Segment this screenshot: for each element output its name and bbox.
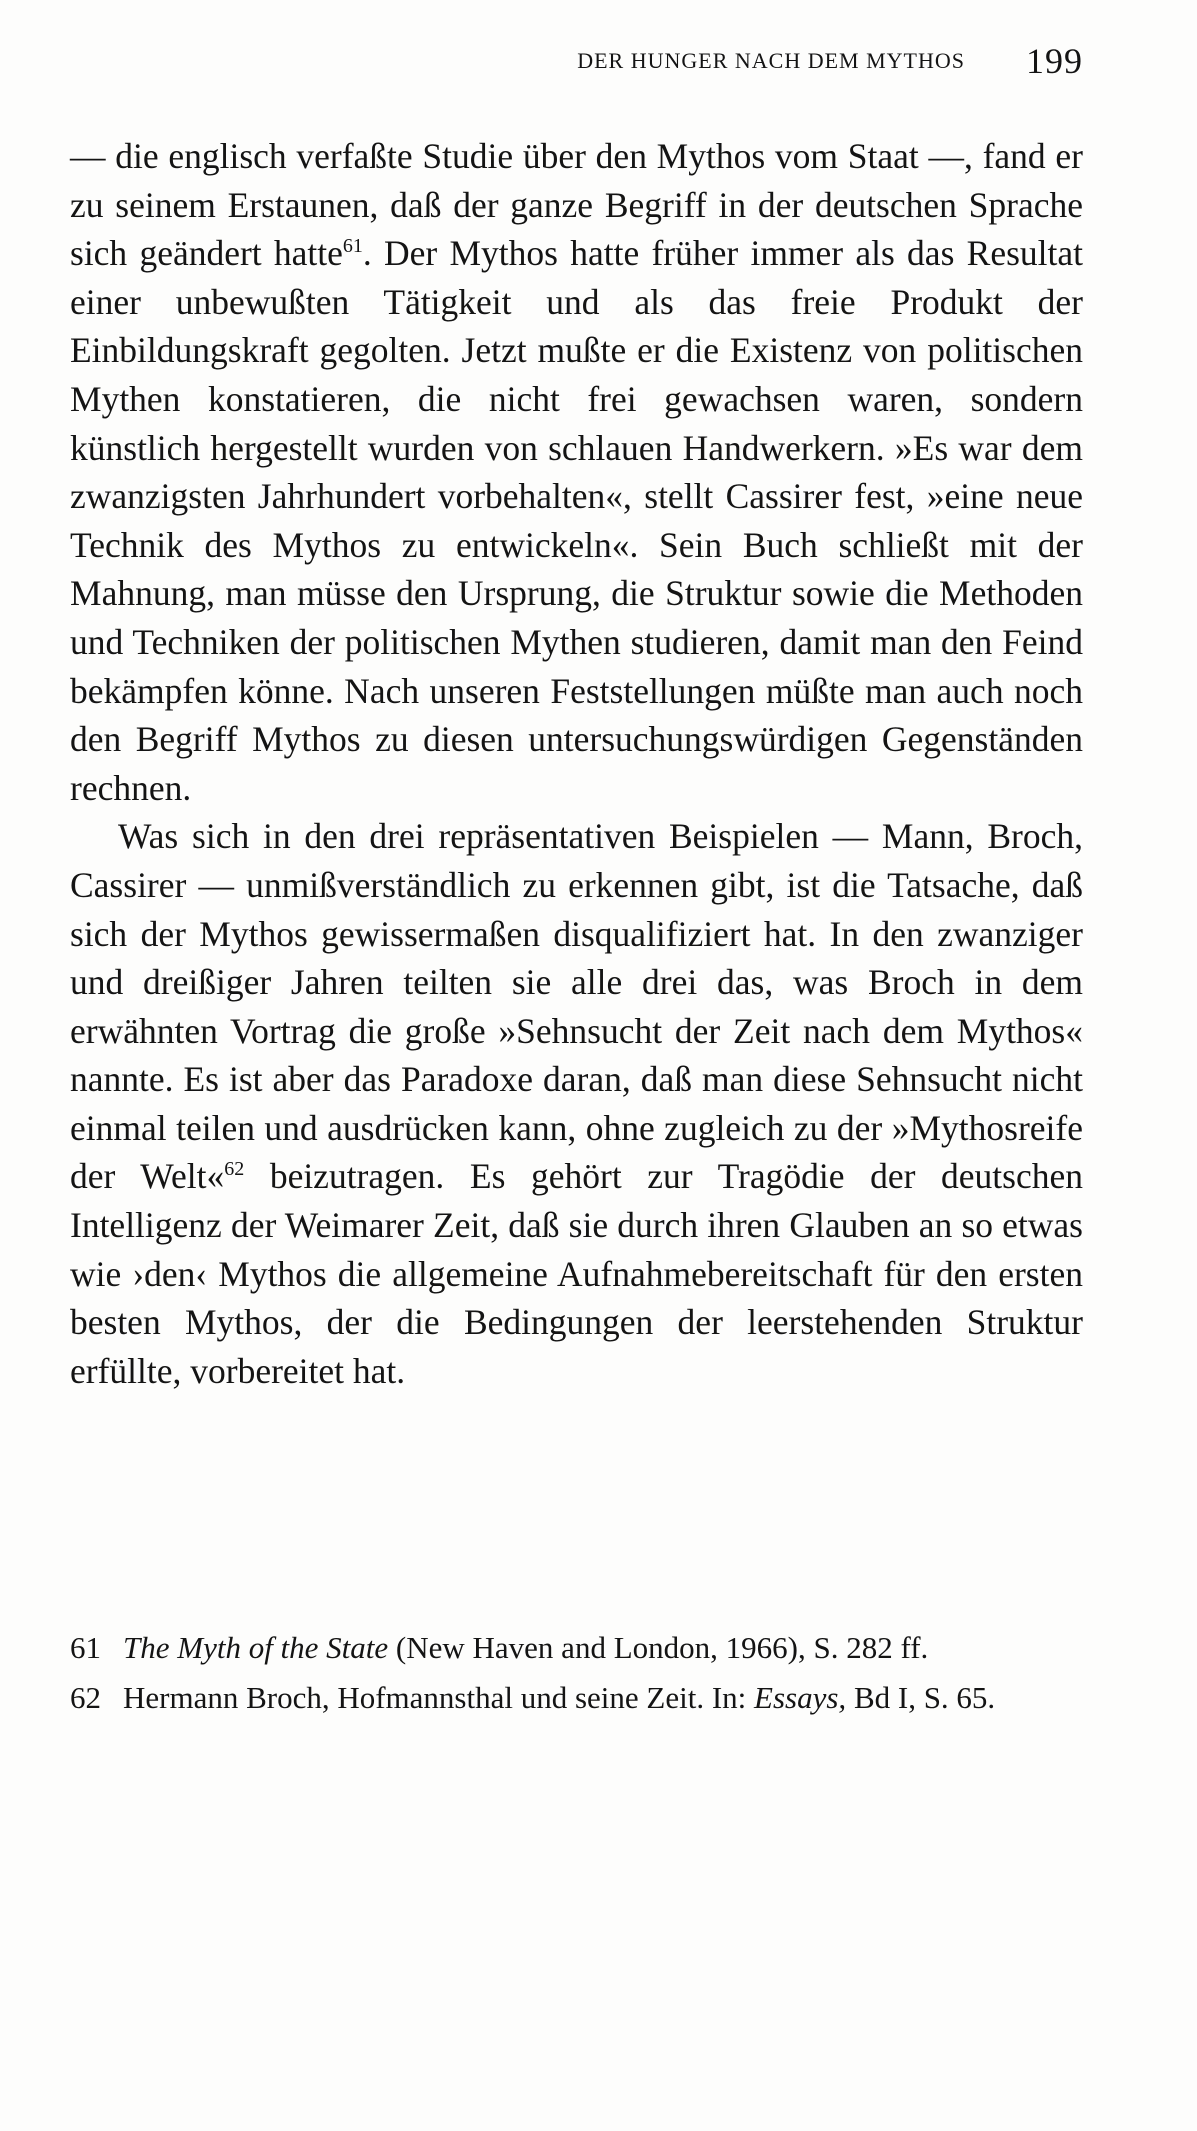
footnote-61 — [70, 1628, 1083, 1668]
paragraph-2 — [70, 812, 1083, 1395]
page-number: 199 — [1026, 41, 1083, 81]
paragraph-1-text-b: . Der Mythos hatte früher immer als das Resultat einer unbewußten Tätigkeit und als das freie Produkt der Einbildungskraft gegolten. Jetzt mußte er die Existenz von politischen Mythen konstatieren, die nicht frei gewachsen waren, sondern künstlich hergestellt wurden von schlauen Handwerkern. »Es war dem zwanzigsten Jahrhundert vorbehalten«, stellt Cassirer fest, »eine neue Technik des Mythos zu entwickeln«. Sein Buch schließt mit der Mahnung, man müsse den Ursprung, die Struktur sowie die Methoden und Techniken der politischen Mythen studieren, damit man den Feind bekämpfen könne. Nach unseren Feststellungen müßte man auch noch den Begriff Mythos zu diesen untersuchungswürdigen Gegenständen rechnen. — [70, 233, 1083, 808]
footnote-number: 61 — [70, 1630, 101, 1665]
footnote-number: 62 — [70, 1680, 101, 1715]
footnote-ref-62: 62 — [224, 1158, 245, 1181]
footnote-title: Essays, — [754, 1680, 847, 1715]
footnote-text-before: Hermann Broch, Hofmannsthal und seine Zeit. In: — [123, 1680, 755, 1715]
footnote-62 — [70, 1678, 1083, 1718]
paragraph-2-text-a: Was sich in den drei repräsentativen Beispielen — Mann, Broch, Cassirer — unmißverständlich zu erkennen gibt, ist die Tatsache, daß sich der Mythos gewissermaßen disqualifiziert hat. In den zwanziger und dreißiger Jahren teilten sie alle drei das, was Broch in dem erwähnten Vortrag die große »Sehnsucht der Zeit nach dem Mythos« nannte. Es ist aber das Paradoxe daran, daß man diese Sehnsucht nicht einmal teilen und ausdrücken kann, ohne zugleich zu der »Mythosreife der Welt« — [70, 816, 1083, 1197]
running-head: DER HUNGER NACH DEM MYTHOS — [577, 48, 965, 73]
footnote-ref-61: 61 — [342, 235, 363, 258]
paragraph-1-text-a: — die englisch verfaßte Studie über den Mythos vom Staat —, fand er zu seinem Erstaunen, daß der ganze Begriff in der deutschen Sprache sich geändert hatte — [70, 136, 1083, 274]
page-header — [70, 40, 1083, 90]
paragraph-1 — [70, 132, 1083, 812]
footnotes — [70, 1628, 1083, 1718]
footnote-title: The Myth of the State — [123, 1630, 389, 1665]
paragraph-2-text-b: beizutragen. Es gehört zur Tragödie der deutschen Intelligenz der Weimarer Zeit, daß sie durch ihren Glauben an so etwas wie ›den‹ Mythos die allgemeine Aufnahmebereitschaft für den ersten besten Mythos, der die Bedingungen der leerstehenden Struktur erfüllte, vorbereitet hat. — [70, 1156, 1083, 1391]
footnote-text: (New Haven and London, 1966), S. 282 ff. — [388, 1630, 929, 1665]
footnote-text-after: Bd I, S. 65. — [846, 1680, 996, 1715]
body-text — [70, 132, 1083, 1395]
